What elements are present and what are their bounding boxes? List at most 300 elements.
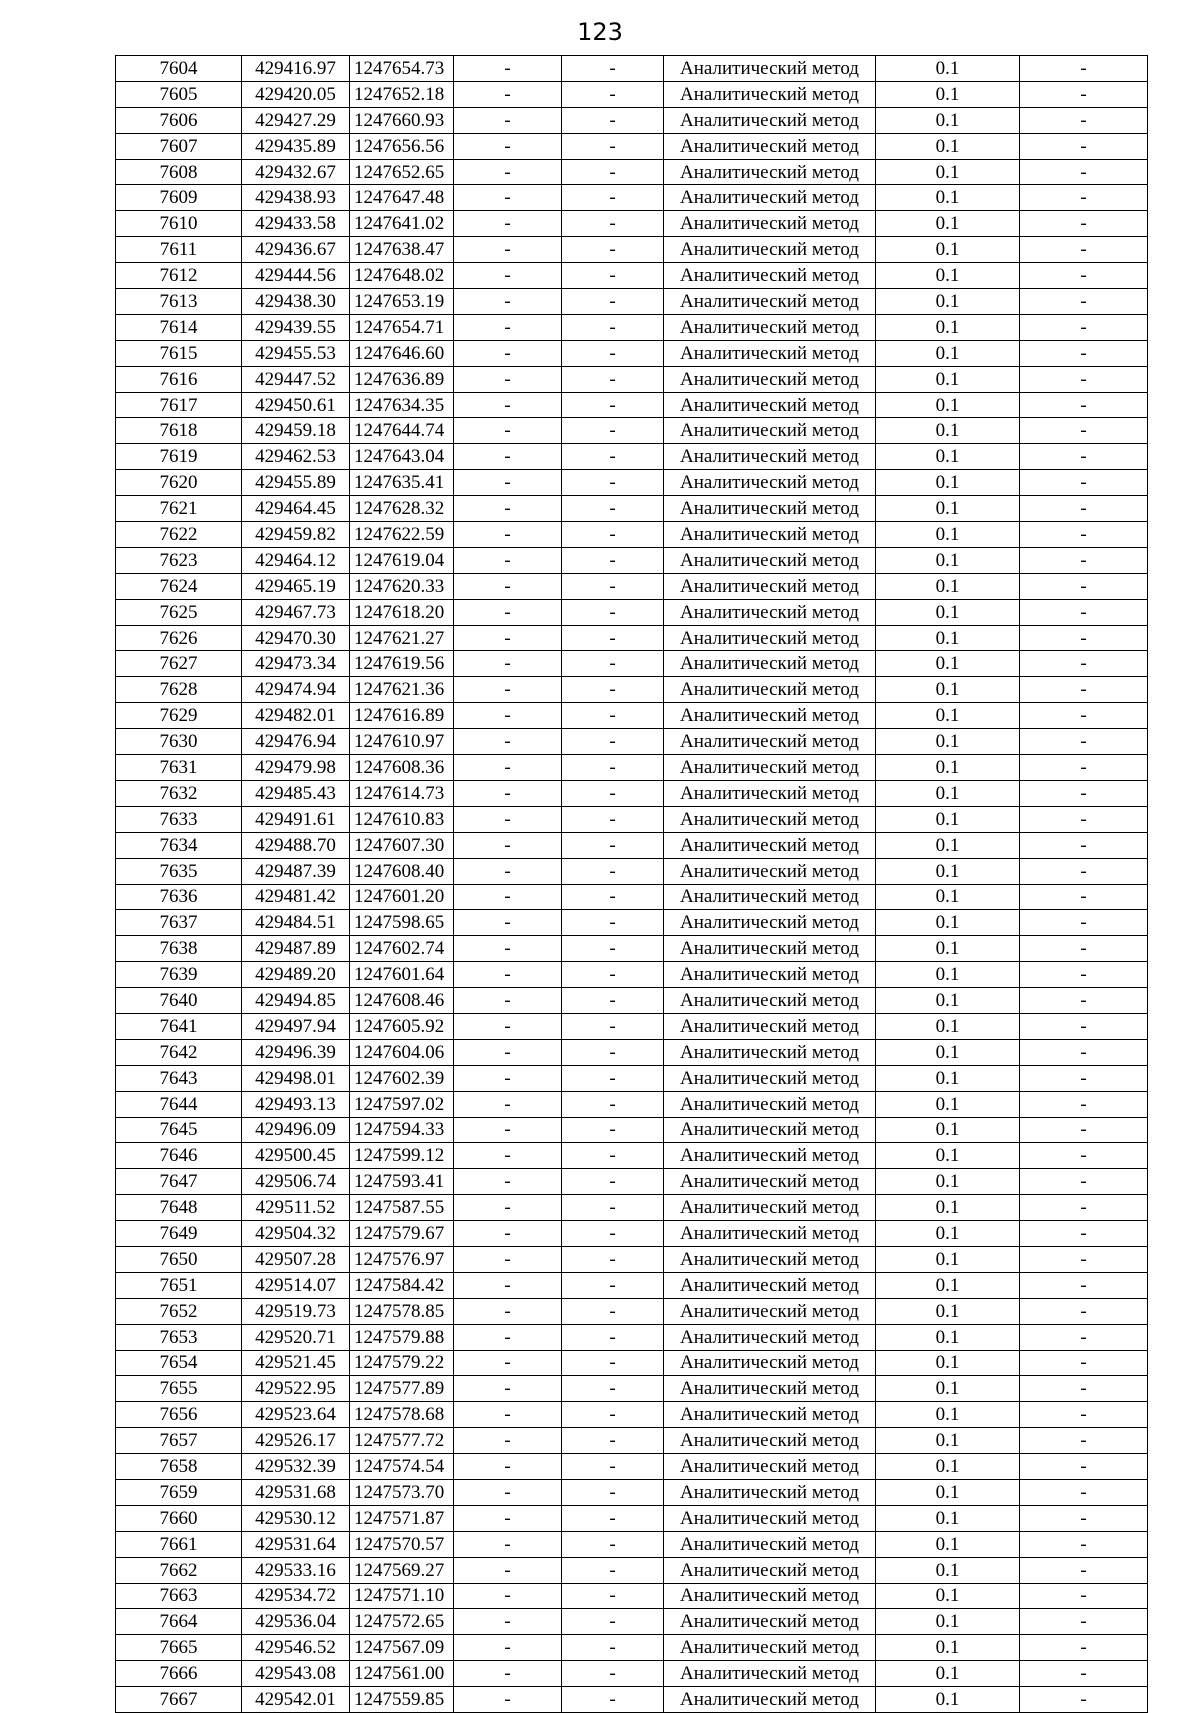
y-coordinate-cell: 1247610.83 <box>350 806 454 832</box>
column-8-cell: - <box>1020 1246 1148 1272</box>
method-cell: Аналитический метод <box>664 988 876 1014</box>
table-row <box>116 1609 1148 1635</box>
table-row <box>116 496 1148 522</box>
x-coordinate-cell: 429496.09 <box>242 1117 350 1143</box>
column-4-cell: - <box>454 780 562 806</box>
y-coordinate-cell: 1247602.39 <box>350 1065 454 1091</box>
column-8-cell: - <box>1020 1065 1148 1091</box>
column-5-cell: - <box>562 1454 664 1480</box>
column-5-cell: - <box>562 1065 664 1091</box>
y-coordinate-cell: 1247621.36 <box>350 677 454 703</box>
column-8-cell: - <box>1020 107 1148 133</box>
point-number-cell: 7617 <box>116 392 242 418</box>
y-coordinate-cell: 1247598.65 <box>350 910 454 936</box>
y-coordinate-cell: 1247654.73 <box>350 56 454 82</box>
x-coordinate-cell: 429482.01 <box>242 703 350 729</box>
y-coordinate-cell: 1247571.87 <box>350 1505 454 1531</box>
x-coordinate-cell: 429498.01 <box>242 1065 350 1091</box>
method-cell: Аналитический метод <box>664 858 876 884</box>
column-5-cell: - <box>562 56 664 82</box>
column-4-cell: - <box>454 185 562 211</box>
x-coordinate-cell: 429433.58 <box>242 211 350 237</box>
point-number-cell: 7616 <box>116 366 242 392</box>
table-row <box>116 1376 1148 1402</box>
accuracy-cell: 0.1 <box>876 1013 1020 1039</box>
table-row <box>116 1350 1148 1376</box>
x-coordinate-cell: 429511.52 <box>242 1195 350 1221</box>
column-4-cell: - <box>454 237 562 263</box>
y-coordinate-cell: 1247593.41 <box>350 1169 454 1195</box>
column-4-cell: - <box>454 884 562 910</box>
column-5-cell: - <box>562 1583 664 1609</box>
column-5-cell: - <box>562 1013 664 1039</box>
column-4-cell: - <box>454 289 562 315</box>
column-5-cell: - <box>562 133 664 159</box>
method-cell: Аналитический метод <box>664 755 876 781</box>
column-5-cell: - <box>562 263 664 289</box>
method-cell: Аналитический метод <box>664 289 876 315</box>
point-number-cell: 7654 <box>116 1350 242 1376</box>
table-row <box>116 107 1148 133</box>
y-coordinate-cell: 1247601.64 <box>350 962 454 988</box>
column-4-cell: - <box>454 832 562 858</box>
x-coordinate-cell: 429543.08 <box>242 1661 350 1687</box>
x-coordinate-cell: 429464.45 <box>242 496 350 522</box>
table-row <box>116 806 1148 832</box>
table-row <box>116 1687 1148 1713</box>
method-cell: Аналитический метод <box>664 159 876 185</box>
point-number-cell: 7648 <box>116 1195 242 1221</box>
table-row <box>116 1143 1148 1169</box>
point-number-cell: 7644 <box>116 1091 242 1117</box>
point-number-cell: 7605 <box>116 81 242 107</box>
column-5-cell: - <box>562 936 664 962</box>
point-number-cell: 7660 <box>116 1505 242 1531</box>
method-cell: Аналитический метод <box>664 910 876 936</box>
column-4-cell: - <box>454 522 562 548</box>
point-number-cell: 7613 <box>116 289 242 315</box>
column-5-cell: - <box>562 418 664 444</box>
accuracy-cell: 0.1 <box>876 1454 1020 1480</box>
column-8-cell: - <box>1020 729 1148 755</box>
column-8-cell: - <box>1020 573 1148 599</box>
column-8-cell: - <box>1020 1505 1148 1531</box>
method-cell: Аналитический метод <box>664 470 876 496</box>
accuracy-cell: 0.1 <box>876 910 1020 936</box>
y-coordinate-cell: 1247614.73 <box>350 780 454 806</box>
x-coordinate-cell: 429500.45 <box>242 1143 350 1169</box>
column-5-cell: - <box>562 806 664 832</box>
column-8-cell: - <box>1020 1635 1148 1661</box>
accuracy-cell: 0.1 <box>876 263 1020 289</box>
accuracy-cell: 0.1 <box>876 1246 1020 1272</box>
method-cell: Аналитический метод <box>664 81 876 107</box>
method-cell: Аналитический метод <box>664 1635 876 1661</box>
column-8-cell: - <box>1020 1609 1148 1635</box>
accuracy-cell: 0.1 <box>876 133 1020 159</box>
x-coordinate-cell: 429462.53 <box>242 444 350 470</box>
column-5-cell: - <box>562 81 664 107</box>
accuracy-cell: 0.1 <box>876 1272 1020 1298</box>
column-5-cell: - <box>562 185 664 211</box>
column-8-cell: - <box>1020 133 1148 159</box>
y-coordinate-cell: 1247604.06 <box>350 1039 454 1065</box>
column-8-cell: - <box>1020 1169 1148 1195</box>
point-number-cell: 7629 <box>116 703 242 729</box>
column-5-cell: - <box>562 1661 664 1687</box>
point-number-cell: 7647 <box>116 1169 242 1195</box>
point-number-cell: 7636 <box>116 884 242 910</box>
point-number-cell: 7606 <box>116 107 242 133</box>
table-row <box>116 1531 1148 1557</box>
method-cell: Аналитический метод <box>664 418 876 444</box>
point-number-cell: 7630 <box>116 729 242 755</box>
column-8-cell: - <box>1020 832 1148 858</box>
column-8-cell: - <box>1020 289 1148 315</box>
column-5-cell: - <box>562 780 664 806</box>
accuracy-cell: 0.1 <box>876 1221 1020 1247</box>
method-cell: Аналитический метод <box>664 1013 876 1039</box>
column-5-cell: - <box>562 1428 664 1454</box>
y-coordinate-cell: 1247577.72 <box>350 1428 454 1454</box>
column-8-cell: - <box>1020 651 1148 677</box>
y-coordinate-cell: 1247584.42 <box>350 1272 454 1298</box>
column-4-cell: - <box>454 1428 562 1454</box>
x-coordinate-cell: 429459.18 <box>242 418 350 444</box>
point-number-cell: 7625 <box>116 599 242 625</box>
column-8-cell: - <box>1020 1350 1148 1376</box>
column-8-cell: - <box>1020 1454 1148 1480</box>
point-number-cell: 7655 <box>116 1376 242 1402</box>
column-4-cell: - <box>454 599 562 625</box>
column-4-cell: - <box>454 1402 562 1428</box>
method-cell: Аналитический метод <box>664 1661 876 1687</box>
table-row <box>116 625 1148 651</box>
point-number-cell: 7667 <box>116 1687 242 1713</box>
table-row <box>116 340 1148 366</box>
y-coordinate-cell: 1247599.12 <box>350 1143 454 1169</box>
accuracy-cell: 0.1 <box>876 470 1020 496</box>
y-coordinate-cell: 1247573.70 <box>350 1479 454 1505</box>
column-5-cell: - <box>562 1169 664 1195</box>
column-5-cell: - <box>562 1505 664 1531</box>
y-coordinate-cell: 1247608.40 <box>350 858 454 884</box>
method-cell: Аналитический метод <box>664 263 876 289</box>
column-4-cell: - <box>454 1221 562 1247</box>
y-coordinate-cell: 1247602.74 <box>350 936 454 962</box>
column-8-cell: - <box>1020 1195 1148 1221</box>
column-8-cell: - <box>1020 159 1148 185</box>
column-5-cell: - <box>562 496 664 522</box>
x-coordinate-cell: 429489.20 <box>242 962 350 988</box>
accuracy-cell: 0.1 <box>876 444 1020 470</box>
column-5-cell: - <box>562 1272 664 1298</box>
x-coordinate-cell: 429496.39 <box>242 1039 350 1065</box>
point-number-cell: 7664 <box>116 1609 242 1635</box>
y-coordinate-cell: 1247653.19 <box>350 289 454 315</box>
method-cell: Аналитический метод <box>664 599 876 625</box>
table-row <box>116 780 1148 806</box>
column-4-cell: - <box>454 1272 562 1298</box>
column-5-cell: - <box>562 107 664 133</box>
point-number-cell: 7659 <box>116 1479 242 1505</box>
column-4-cell: - <box>454 496 562 522</box>
column-8-cell: - <box>1020 496 1148 522</box>
accuracy-cell: 0.1 <box>876 211 1020 237</box>
accuracy-cell: 0.1 <box>876 729 1020 755</box>
y-coordinate-cell: 1247601.20 <box>350 884 454 910</box>
coordinates-table <box>115 55 1148 1713</box>
column-5-cell: - <box>562 1221 664 1247</box>
column-4-cell: - <box>454 988 562 1014</box>
y-coordinate-cell: 1247579.67 <box>350 1221 454 1247</box>
x-coordinate-cell: 429436.67 <box>242 237 350 263</box>
column-5-cell: - <box>562 755 664 781</box>
point-number-cell: 7639 <box>116 962 242 988</box>
column-8-cell: - <box>1020 1687 1148 1713</box>
point-number-cell: 7640 <box>116 988 242 1014</box>
method-cell: Аналитический метод <box>664 1505 876 1531</box>
point-number-cell: 7619 <box>116 444 242 470</box>
accuracy-cell: 0.1 <box>876 56 1020 82</box>
x-coordinate-cell: 429507.28 <box>242 1246 350 1272</box>
column-5-cell: - <box>562 159 664 185</box>
x-coordinate-cell: 429542.01 <box>242 1687 350 1713</box>
accuracy-cell: 0.1 <box>876 780 1020 806</box>
table-row <box>116 1298 1148 1324</box>
column-5-cell: - <box>562 703 664 729</box>
point-number-cell: 7626 <box>116 625 242 651</box>
accuracy-cell: 0.1 <box>876 1091 1020 1117</box>
column-5-cell: - <box>562 1687 664 1713</box>
table-row <box>116 651 1148 677</box>
point-number-cell: 7620 <box>116 470 242 496</box>
point-number-cell: 7607 <box>116 133 242 159</box>
table-row <box>116 962 1148 988</box>
column-5-cell: - <box>562 1246 664 1272</box>
column-8-cell: - <box>1020 858 1148 884</box>
column-5-cell: - <box>562 884 664 910</box>
column-4-cell: - <box>454 392 562 418</box>
table-row <box>116 1505 1148 1531</box>
x-coordinate-cell: 429487.89 <box>242 936 350 962</box>
x-coordinate-cell: 429491.61 <box>242 806 350 832</box>
column-8-cell: - <box>1020 392 1148 418</box>
y-coordinate-cell: 1247648.02 <box>350 263 454 289</box>
table-row <box>116 237 1148 263</box>
table-row <box>116 1402 1148 1428</box>
column-5-cell: - <box>562 340 664 366</box>
y-coordinate-cell: 1247619.04 <box>350 547 454 573</box>
accuracy-cell: 0.1 <box>876 1039 1020 1065</box>
x-coordinate-cell: 429479.98 <box>242 755 350 781</box>
method-cell: Аналитический метод <box>664 1583 876 1609</box>
column-4-cell: - <box>454 806 562 832</box>
table-row <box>116 1169 1148 1195</box>
y-coordinate-cell: 1247647.48 <box>350 185 454 211</box>
point-number-cell: 7628 <box>116 677 242 703</box>
method-cell: Аналитический метод <box>664 1298 876 1324</box>
x-coordinate-cell: 429435.89 <box>242 133 350 159</box>
column-8-cell: - <box>1020 677 1148 703</box>
point-number-cell: 7608 <box>116 159 242 185</box>
method-cell: Аналитический метод <box>664 936 876 962</box>
column-5-cell: - <box>562 1298 664 1324</box>
column-5-cell: - <box>562 858 664 884</box>
point-number-cell: 7622 <box>116 522 242 548</box>
table-row <box>116 1324 1148 1350</box>
x-coordinate-cell: 429487.39 <box>242 858 350 884</box>
y-coordinate-cell: 1247577.89 <box>350 1376 454 1402</box>
y-coordinate-cell: 1247618.20 <box>350 599 454 625</box>
point-number-cell: 7609 <box>116 185 242 211</box>
column-4-cell: - <box>454 418 562 444</box>
x-coordinate-cell: 429470.30 <box>242 625 350 651</box>
accuracy-cell: 0.1 <box>876 81 1020 107</box>
accuracy-cell: 0.1 <box>876 418 1020 444</box>
point-number-cell: 7661 <box>116 1531 242 1557</box>
accuracy-cell: 0.1 <box>876 522 1020 548</box>
accuracy-cell: 0.1 <box>876 1687 1020 1713</box>
column-4-cell: - <box>454 159 562 185</box>
column-5-cell: - <box>562 988 664 1014</box>
point-number-cell: 7618 <box>116 418 242 444</box>
column-8-cell: - <box>1020 1531 1148 1557</box>
method-cell: Аналитический метод <box>664 1246 876 1272</box>
column-8-cell: - <box>1020 703 1148 729</box>
y-coordinate-cell: 1247594.33 <box>350 1117 454 1143</box>
method-cell: Аналитический метод <box>664 1531 876 1557</box>
column-5-cell: - <box>562 211 664 237</box>
column-4-cell: - <box>454 1298 562 1324</box>
point-number-cell: 7635 <box>116 858 242 884</box>
y-coordinate-cell: 1247656.56 <box>350 133 454 159</box>
column-5-cell: - <box>562 1376 664 1402</box>
table-row <box>116 211 1148 237</box>
y-coordinate-cell: 1247638.47 <box>350 237 454 263</box>
column-4-cell: - <box>454 1609 562 1635</box>
column-5-cell: - <box>562 1195 664 1221</box>
accuracy-cell: 0.1 <box>876 1402 1020 1428</box>
method-cell: Аналитический метод <box>664 729 876 755</box>
accuracy-cell: 0.1 <box>876 599 1020 625</box>
method-cell: Аналитический метод <box>664 1039 876 1065</box>
y-coordinate-cell: 1247559.85 <box>350 1687 454 1713</box>
x-coordinate-cell: 429485.43 <box>242 780 350 806</box>
column-8-cell: - <box>1020 1039 1148 1065</box>
x-coordinate-cell: 429444.56 <box>242 263 350 289</box>
accuracy-cell: 0.1 <box>876 1583 1020 1609</box>
y-coordinate-cell: 1247561.00 <box>350 1661 454 1687</box>
accuracy-cell: 0.1 <box>876 547 1020 573</box>
point-number-cell: 7662 <box>116 1557 242 1583</box>
table-row <box>116 522 1148 548</box>
method-cell: Аналитический метод <box>664 1117 876 1143</box>
table-row <box>116 1246 1148 1272</box>
table-row <box>116 366 1148 392</box>
column-8-cell: - <box>1020 1376 1148 1402</box>
method-cell: Аналитический метод <box>664 1609 876 1635</box>
column-4-cell: - <box>454 1687 562 1713</box>
column-5-cell: - <box>562 470 664 496</box>
column-5-cell: - <box>562 1531 664 1557</box>
column-4-cell: - <box>454 444 562 470</box>
method-cell: Аналитический метод <box>664 1324 876 1350</box>
column-5-cell: - <box>562 1039 664 1065</box>
column-8-cell: - <box>1020 599 1148 625</box>
table-row <box>116 858 1148 884</box>
column-4-cell: - <box>454 936 562 962</box>
column-8-cell: - <box>1020 1117 1148 1143</box>
method-cell: Аналитический метод <box>664 1143 876 1169</box>
x-coordinate-cell: 429534.72 <box>242 1583 350 1609</box>
accuracy-cell: 0.1 <box>876 806 1020 832</box>
column-8-cell: - <box>1020 1557 1148 1583</box>
column-5-cell: - <box>562 573 664 599</box>
column-8-cell: - <box>1020 988 1148 1014</box>
method-cell: Аналитический метод <box>664 314 876 340</box>
y-coordinate-cell: 1247652.65 <box>350 159 454 185</box>
column-8-cell: - <box>1020 910 1148 936</box>
table-row <box>116 1065 1148 1091</box>
point-number-cell: 7624 <box>116 573 242 599</box>
point-number-cell: 7627 <box>116 651 242 677</box>
method-cell: Аналитический метод <box>664 1402 876 1428</box>
column-8-cell: - <box>1020 625 1148 651</box>
method-cell: Аналитический метод <box>664 1169 876 1195</box>
accuracy-cell: 0.1 <box>876 496 1020 522</box>
table-row <box>116 1557 1148 1583</box>
method-cell: Аналитический метод <box>664 832 876 858</box>
column-5-cell: - <box>562 237 664 263</box>
method-cell: Аналитический метод <box>664 547 876 573</box>
method-cell: Аналитический метод <box>664 1687 876 1713</box>
accuracy-cell: 0.1 <box>876 703 1020 729</box>
x-coordinate-cell: 429450.61 <box>242 392 350 418</box>
column-4-cell: - <box>454 1143 562 1169</box>
y-coordinate-cell: 1247579.22 <box>350 1350 454 1376</box>
y-coordinate-cell: 1247646.60 <box>350 340 454 366</box>
accuracy-cell: 0.1 <box>876 625 1020 651</box>
x-coordinate-cell: 429522.95 <box>242 1376 350 1402</box>
method-cell: Аналитический метод <box>664 340 876 366</box>
column-4-cell: - <box>454 366 562 392</box>
point-number-cell: 7663 <box>116 1583 242 1609</box>
y-coordinate-cell: 1247634.35 <box>350 392 454 418</box>
column-4-cell: - <box>454 107 562 133</box>
y-coordinate-cell: 1247619.56 <box>350 651 454 677</box>
x-coordinate-cell: 429465.19 <box>242 573 350 599</box>
table-row <box>116 1454 1148 1480</box>
x-coordinate-cell: 429474.94 <box>242 677 350 703</box>
point-number-cell: 7649 <box>116 1221 242 1247</box>
column-5-cell: - <box>562 1557 664 1583</box>
x-coordinate-cell: 429459.82 <box>242 522 350 548</box>
y-coordinate-cell: 1247652.18 <box>350 81 454 107</box>
x-coordinate-cell: 429488.70 <box>242 832 350 858</box>
table-row <box>116 185 1148 211</box>
method-cell: Аналитический метод <box>664 884 876 910</box>
x-coordinate-cell: 429464.12 <box>242 547 350 573</box>
column-8-cell: - <box>1020 1583 1148 1609</box>
table-row <box>116 547 1148 573</box>
column-8-cell: - <box>1020 1324 1148 1350</box>
accuracy-cell: 0.1 <box>876 1324 1020 1350</box>
y-coordinate-cell: 1247578.85 <box>350 1298 454 1324</box>
table-row <box>116 573 1148 599</box>
y-coordinate-cell: 1247608.36 <box>350 755 454 781</box>
method-cell: Аналитический метод <box>664 444 876 470</box>
